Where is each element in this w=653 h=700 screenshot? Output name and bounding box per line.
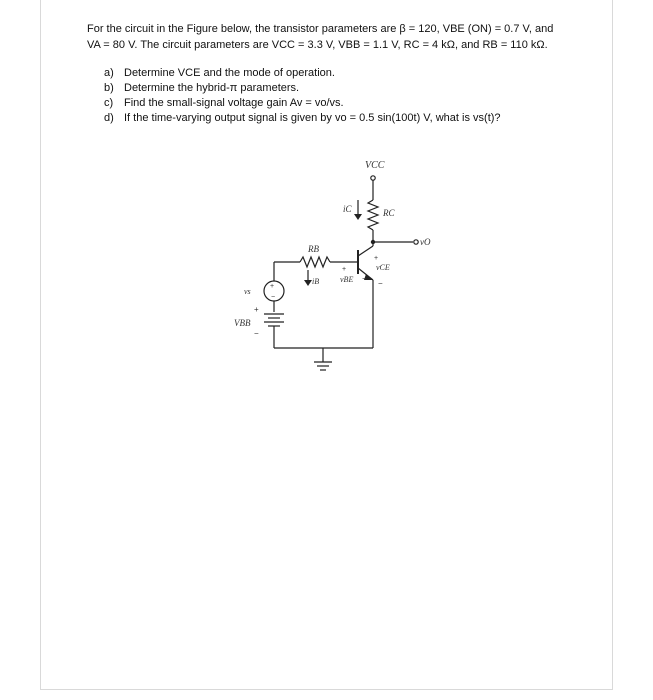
task-label: b)	[104, 82, 114, 94]
task-item	[104, 111, 564, 126]
task-list	[104, 66, 564, 126]
task-item	[104, 96, 564, 111]
problem-line-1: For the circuit in the Figure below, the transistor parameters are β = 120, VBE (ON) = 0.7 V, and	[87, 23, 554, 35]
ib-label: iB	[312, 277, 320, 286]
vs-label: vs	[244, 287, 251, 296]
vbb-label: VBB	[234, 318, 251, 328]
vs-minus: −	[271, 294, 276, 301]
rc-label: RC	[383, 208, 395, 218]
task-text: If the time-varying output signal is given by vo = 0.5 sin(100t) V, what is vs(t)?	[124, 112, 501, 124]
problem-line-2: VA = 80 V. The circuit parameters are VCC = 3.3 V, VBB = 1.1 V, RC = 4 kΩ, and RB = 110 kΩ.	[87, 39, 548, 51]
task-text: Determine the hybrid-π parameters.	[124, 82, 300, 94]
vo-terminal	[414, 240, 418, 244]
vce-label: vCE	[376, 263, 390, 272]
vbb-plus: +	[254, 305, 259, 314]
task-label: c)	[104, 97, 114, 109]
vce-plus: +	[374, 255, 379, 262]
ic-label: iC	[343, 204, 352, 214]
vcc-label: VCC	[365, 160, 385, 171]
rb-label: RB	[308, 244, 319, 254]
task-text: Find the small-signal voltage gain Av = vo/vs.	[124, 97, 344, 109]
task-item	[104, 66, 564, 81]
vs-plus: +	[270, 283, 275, 290]
task-item	[104, 81, 564, 96]
ic-arrow	[354, 214, 362, 220]
rb-resistor	[300, 257, 330, 267]
rc-resistor	[368, 200, 378, 230]
vo-label: vO	[420, 237, 431, 247]
task-text: Determine VCE and the mode of operation.	[124, 67, 335, 79]
vce-minus: −	[378, 279, 383, 288]
task-label: d)	[104, 112, 114, 124]
vbe-label: vBE	[340, 275, 354, 284]
vbb-minus: −	[254, 329, 259, 338]
vbe-plus: +	[342, 266, 347, 273]
task-label: a)	[104, 67, 114, 79]
ib-arrow	[304, 280, 312, 286]
vcc-terminal	[371, 176, 375, 180]
problem-statement	[87, 21, 587, 53]
circuit-diagram	[228, 150, 438, 390]
vbe-minus: −	[362, 274, 367, 283]
